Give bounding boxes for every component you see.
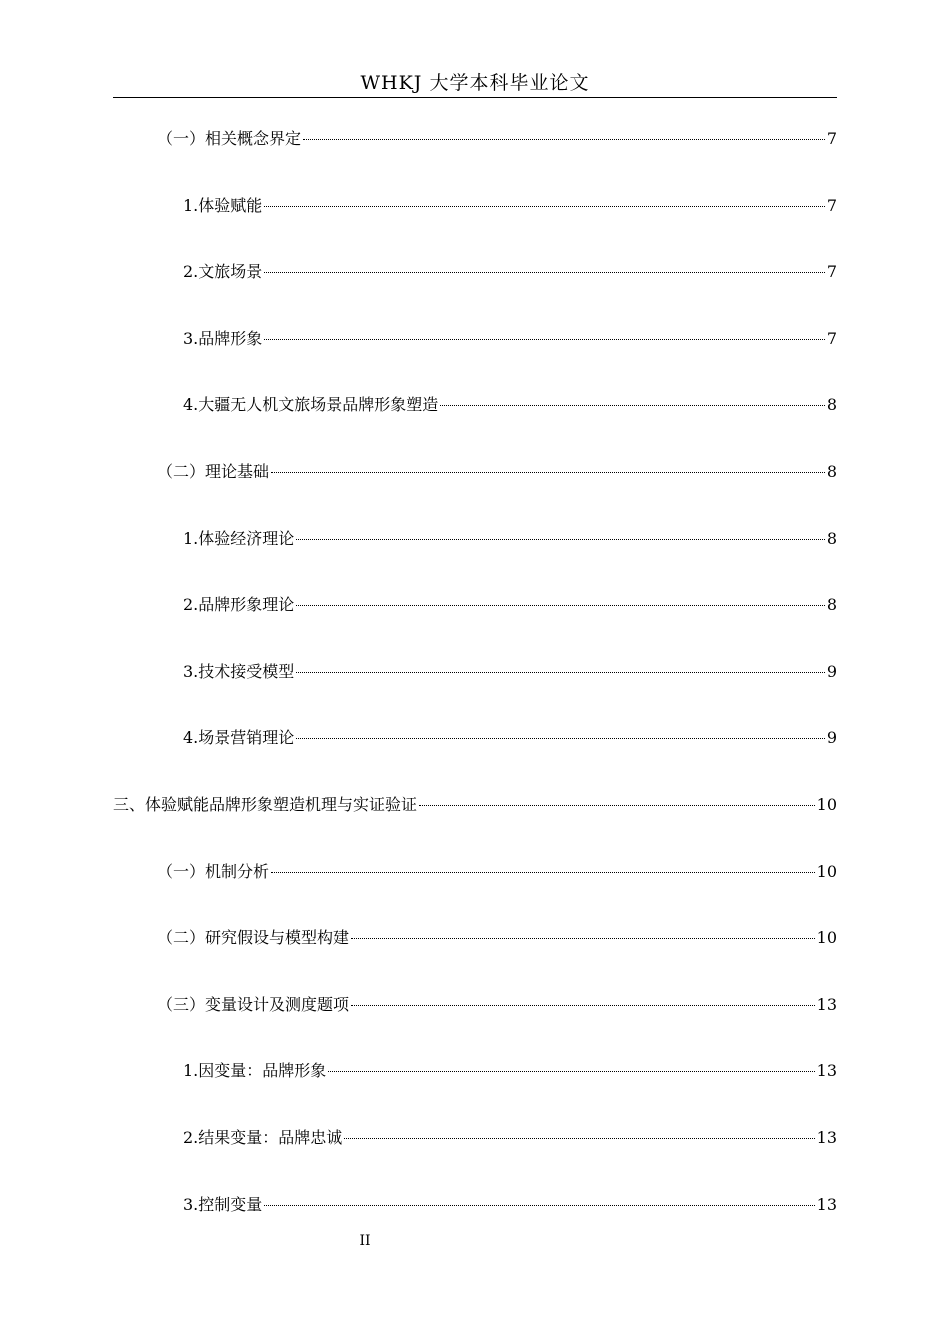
toc-entry[interactable] xyxy=(183,262,837,282)
toc-entry-page: 7 xyxy=(826,195,837,215)
toc-entry-page: 7 xyxy=(826,129,837,148)
toc-entry-label: 三、体验赋能品牌形象塑造机理与实证验证 xyxy=(113,795,418,814)
toc-entry-label: 1.体验赋能 xyxy=(183,195,263,215)
toc-entry[interactable] xyxy=(183,529,837,549)
toc-entry-label: 2.结果变量：品牌忠诚 xyxy=(183,1128,343,1147)
toc-entry[interactable] xyxy=(157,462,837,482)
toc-entry[interactable] xyxy=(157,862,837,882)
toc-entry[interactable] xyxy=(183,1128,837,1148)
toc-leader-dots xyxy=(351,1005,815,1006)
toc-entry-label: 1.体验经济理论 xyxy=(183,528,295,548)
toc-leader-dots xyxy=(271,472,825,473)
toc-entry-label: （三）变量设计及测度题项 xyxy=(157,994,350,1014)
toc-leader-dots xyxy=(351,938,815,939)
toc-entry[interactable] xyxy=(183,662,837,682)
toc-entry-page: 9 xyxy=(826,728,837,748)
toc-entry[interactable] xyxy=(183,395,837,415)
toc-entry-label: 2.品牌形象理论 xyxy=(183,595,295,615)
toc-entry-page: 13 xyxy=(816,1128,837,1147)
toc-entry[interactable] xyxy=(157,928,837,948)
toc-entry-page: 8 xyxy=(826,528,837,548)
header-title: WHKJ 大学本科毕业论文 xyxy=(360,72,590,94)
toc-leader-dots xyxy=(344,1138,814,1139)
toc-entry-page: 8 xyxy=(826,395,837,415)
toc-entry[interactable] xyxy=(157,995,837,1015)
toc-entry-label: （一）机制分析 xyxy=(157,861,270,881)
toc-entry-page: 10 xyxy=(816,861,837,881)
toc-leader-dots xyxy=(303,139,825,140)
page-number: II xyxy=(359,1233,371,1249)
toc-entry-label: 3.技术接受模型 xyxy=(183,661,295,681)
toc-entry-label: （二）研究假设与模型构建 xyxy=(157,928,350,948)
toc-entry-label: 4.场景营销理论 xyxy=(183,728,295,748)
toc-leader-dots xyxy=(264,272,825,273)
toc-entry-page: 13 xyxy=(816,1194,837,1214)
toc-leader-dots xyxy=(440,405,825,406)
toc-entry-page: 10 xyxy=(816,795,837,814)
toc-leader-dots xyxy=(296,738,825,739)
toc-leader-dots xyxy=(264,339,825,340)
toc-leader-dots xyxy=(271,872,815,873)
toc-entry-label: 1.因变量：品牌形象 xyxy=(183,1061,327,1081)
toc-leader-dots xyxy=(296,539,825,540)
toc-entry[interactable] xyxy=(183,1195,837,1215)
toc-entry[interactable] xyxy=(113,795,837,815)
toc-entry-page: 13 xyxy=(816,1061,837,1081)
toc-entry-label: 4.大疆无人机文旅场景品牌形象塑造 xyxy=(183,395,439,415)
toc-leader-dots xyxy=(296,672,825,673)
toc-entry-page: 8 xyxy=(826,462,837,481)
toc-entry[interactable] xyxy=(183,1061,837,1081)
toc-entry-page: 7 xyxy=(826,328,837,348)
toc-entry-label: 3.控制变量 xyxy=(183,1194,263,1214)
toc-leader-dots xyxy=(264,1205,814,1206)
toc-entry-page: 8 xyxy=(826,595,837,615)
toc-entry[interactable] xyxy=(183,329,837,349)
toc-entry[interactable] xyxy=(183,196,837,216)
toc-leader-dots xyxy=(419,805,815,806)
toc-entry-page: 13 xyxy=(816,994,837,1014)
toc-entry-label: 2.文旅场景 xyxy=(183,262,263,282)
toc-entry-label: （二）理论基础 xyxy=(157,462,270,481)
toc-entry-page: 10 xyxy=(816,928,837,948)
toc-entry[interactable] xyxy=(183,728,837,748)
toc-entry-page: 9 xyxy=(826,661,837,681)
toc-entry-page: 7 xyxy=(826,262,837,282)
toc-leader-dots xyxy=(264,206,825,207)
toc-leader-dots xyxy=(296,605,825,606)
toc-leader-dots xyxy=(328,1071,814,1072)
toc-entry[interactable] xyxy=(183,595,837,615)
toc-entry-label: （一）相关概念界定 xyxy=(157,129,302,148)
toc-entry-label: 3.品牌形象 xyxy=(183,328,263,348)
toc-entry[interactable] xyxy=(157,129,837,149)
